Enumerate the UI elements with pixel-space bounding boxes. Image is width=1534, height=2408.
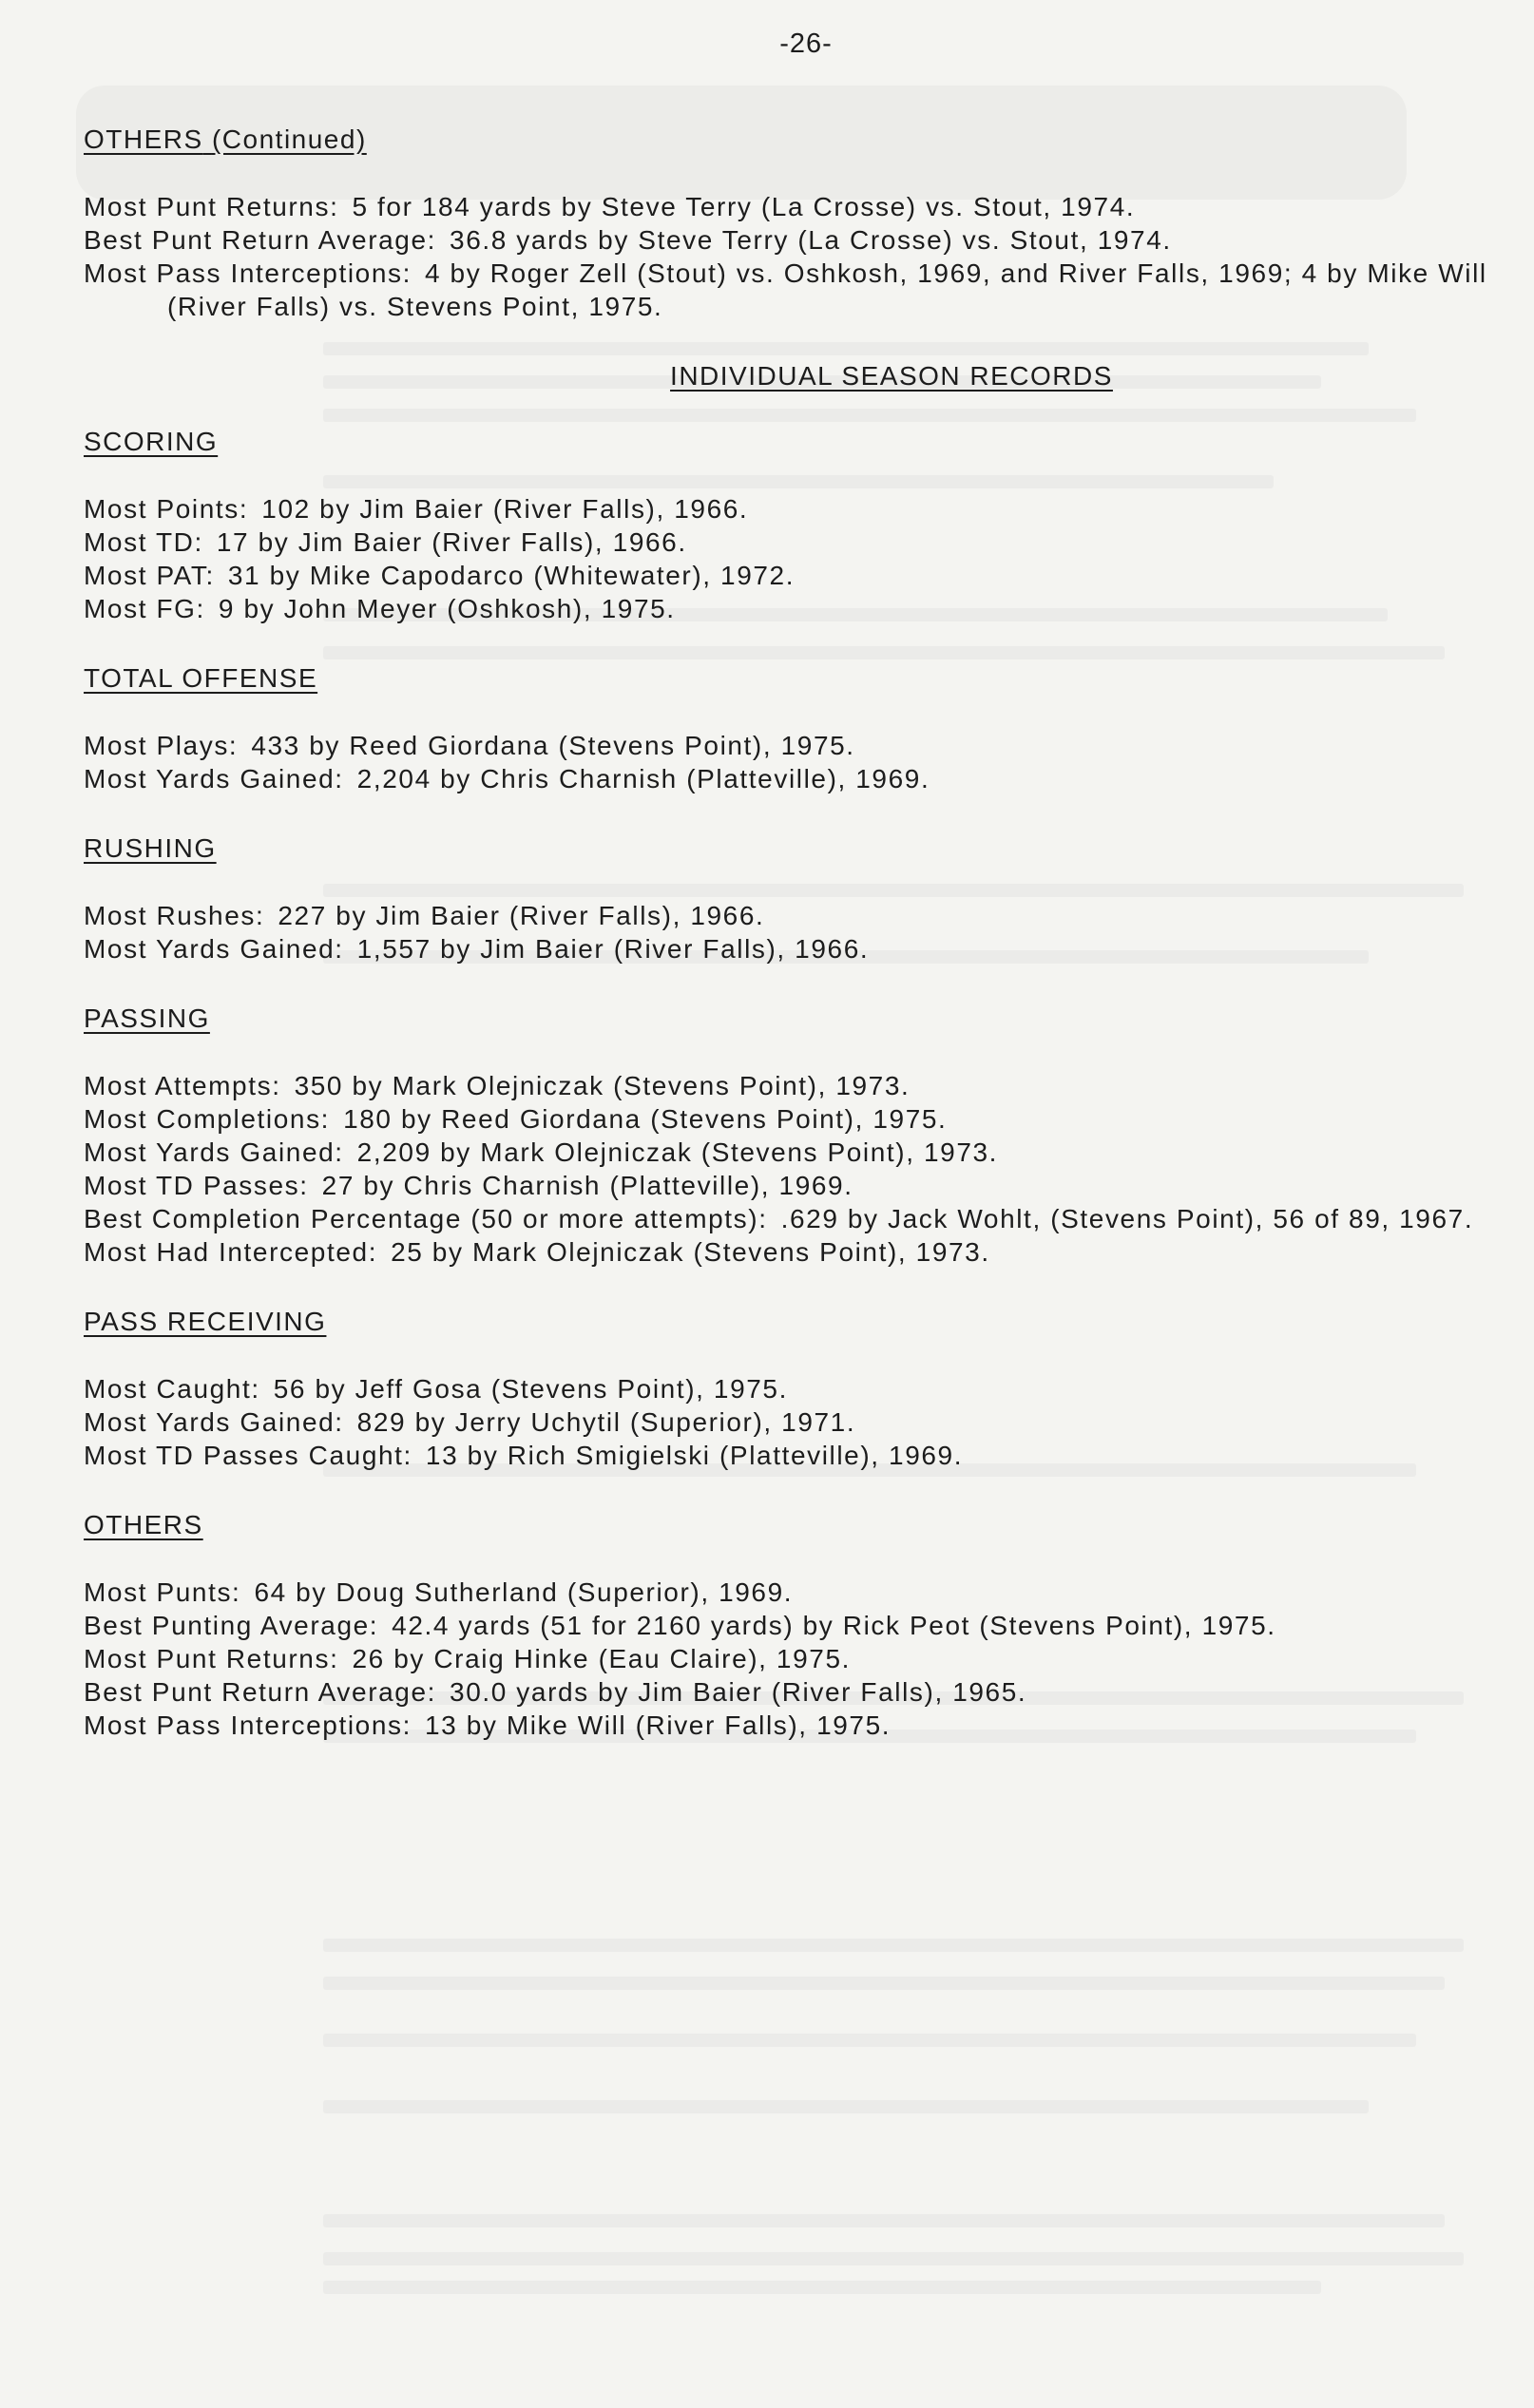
pass-receiving-records [84,1372,1490,1472]
record-label: Most Punts: [84,1577,241,1607]
record-text: 350 by Mark Olejniczak (Stevens Point), 1973. [294,1071,911,1100]
record-text: .629 by Jack Wohlt, (Stevens Point), 56 of 89, 1967. [780,1204,1474,1233]
record-item [84,1439,1490,1472]
others-records [84,1576,1490,1742]
record-label: Best Punting Average: [84,1611,379,1640]
record-label: Most Yards Gained: [84,1407,344,1437]
record-item [84,257,1490,323]
record-label: Most Rushes: [84,901,265,930]
record-label: Most TD Passes: [84,1171,309,1200]
record-label: Most Attempts: [84,1071,281,1100]
page-number: -26- [779,29,833,59]
record-text: 2,209 by Mark Olejniczak (Stevens Point), 1973. [356,1137,999,1167]
record-text: 13 by Mike Will (River Falls), 1975. [424,1710,892,1740]
record-label: Most Yards Gained: [84,934,344,964]
record-label: Most Punt Returns: [84,192,339,221]
record-item [84,1136,1490,1169]
record-label: Best Completion Percentage (50 or more attempts): [84,1204,768,1233]
record-text: 5 for 184 yards by Steve Terry (La Crosse) vs. Stout, 1974. [352,192,1136,221]
others-continued-records [84,190,1490,323]
continued-suffix: (Continued) [211,124,367,154]
record-text: 227 by Jim Baier (River Falls), 1966. [278,901,765,930]
record-text: 2,204 by Chris Charnish (Platteville), 1969. [356,764,930,793]
record-item [84,559,1490,592]
record-label: Best Punt Return Average: [84,225,437,255]
record-item [84,729,1490,762]
record-item [84,223,1490,257]
record-text: 17 by Jim Baier (River Falls), 1966. [216,527,687,557]
individual-season-records-title: INDIVIDUAL SEASON RECORDS [670,361,1113,391]
record-label: Most Pass Interceptions: [84,1710,412,1740]
record-label: Most Caught: [84,1374,260,1404]
record-text: 829 by Jerry Uchytil (Superior), 1971. [356,1407,856,1437]
record-item [84,1169,1490,1202]
section-heading-total-offense: TOTAL OFFENSE [84,663,318,693]
record-text: 30.0 yards by Jim Baier (River Falls), 1965. [450,1677,1027,1707]
record-label: Most Points: [84,494,249,524]
others-continued-heading: OTHERS [84,124,203,154]
record-text: 9 by John Meyer (Oshkosh), 1975. [218,594,676,623]
record-label: Most Yards Gained: [84,764,344,793]
record-label: Most Completions: [84,1104,331,1134]
section-heading-others: OTHERS [84,1510,203,1539]
record-item [84,526,1490,559]
record-item [84,492,1490,526]
record-item [84,1642,1490,1675]
section-heading-passing: PASSING [84,1003,210,1033]
record-text: 36.8 yards by Steve Terry (La Crosse) vs. Stout, 1974. [450,225,1172,255]
record-item [84,932,1490,965]
record-label: Most TD: [84,527,203,557]
record-text: 27 by Chris Charnish (Platteville), 1969. [321,1171,853,1200]
record-text: 25 by Mark Olejniczak (Stevens Point), 1973. [391,1237,990,1267]
total-offense-records [84,729,1490,795]
record-label: Most Plays: [84,731,239,760]
record-text: 102 by Jim Baier (River Falls), 1966. [261,494,749,524]
record-label: Best Punt Return Average: [84,1677,437,1707]
record-item [84,592,1490,625]
rushing-records [84,899,1490,965]
record-label: Most TD Passes Caught: [84,1441,412,1470]
record-text: 180 by Reed Giordana (Stevens Point), 1975. [343,1104,948,1134]
record-text: 433 by Reed Giordana (Stevens Point), 1975. [251,731,855,760]
scoring-records [84,492,1490,625]
record-label: Most Punt Returns: [84,1644,339,1673]
record-item [84,899,1490,932]
record-text: 31 by Mike Capodarco (Whitewater), 1972. [227,561,796,590]
record-item [84,1609,1490,1642]
record-text: 42.4 yards (51 for 2160 yards) by Rick Peot (Stevens Point), 1975. [392,1611,1276,1640]
record-item [84,1405,1490,1439]
record-label: Most Yards Gained: [84,1137,344,1167]
record-text: 13 by Rich Smigielski (Platteville), 1969. [425,1441,964,1470]
section-heading-others-continued [84,123,1490,156]
section-heading-scoring: SCORING [84,427,219,456]
record-item [84,1069,1490,1102]
passing-records [84,1069,1490,1269]
record-text: 56 by Jeff Gosa (Stevens Point), 1975. [273,1374,788,1404]
record-item [84,190,1490,223]
section-heading-pass-receiving: PASS RECEIVING [84,1307,327,1336]
record-item [84,1235,1490,1269]
record-item [84,1202,1490,1235]
record-item [84,1102,1490,1136]
record-item [84,1675,1490,1709]
record-label: Most Pass Interceptions: [84,258,412,288]
record-item [84,762,1490,795]
record-text: 26 by Craig Hinke (Eau Claire), 1975. [352,1644,852,1673]
record-label: Most Had Intercepted: [84,1237,378,1267]
record-item [84,1709,1490,1742]
document-page [84,29,1490,1778]
record-text: 64 by Doug Sutherland (Superior), 1969. [254,1577,794,1607]
section-heading-rushing: RUSHING [84,833,217,863]
record-text: 4 by Roger Zell (Stout) vs. Oshkosh, 1969, and River Falls, 1969; 4 by Mike Will (River Falls) vs. Stevens Point, 1975. [167,258,1487,321]
record-item [84,1372,1490,1405]
record-label: Most PAT: [84,561,215,590]
record-label: Most FG: [84,594,205,623]
record-text: 1,557 by Jim Baier (River Falls), 1966. [356,934,870,964]
record-item [84,1576,1490,1609]
